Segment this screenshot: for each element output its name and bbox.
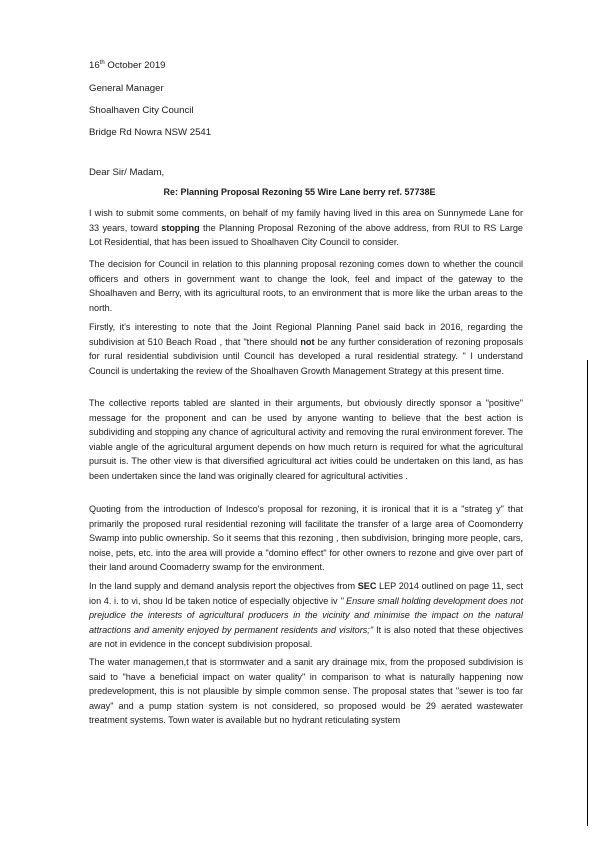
p6-text-e: It is also noted that these objectives are not in evidence in the concept subdivision proposal. <box>89 624 523 650</box>
margin-rule <box>587 360 588 826</box>
date-day: 16 <box>89 60 100 71</box>
p3-emphasis: not <box>300 336 315 347</box>
p1-text-a: I wish to submit some comments, on behalf of my family having lived in this area on Sunnymede Lane for 33 years, toward <box>89 208 523 233</box>
p1-emphasis: stopping <box>161 222 200 233</box>
p1-text-c: the Planning Proposal Rezoning of the above address, from RUI to RS Large Lot Residential, that has been issued to Shoalhaven City Council to consider. <box>89 222 523 248</box>
paragraph-5: Quoting from the introduction of Indesco's proposal for rezoning, it is ironical that it is a "strateg y" that primarily the proposed rural residential rezoning will facilitate the transfer of a large area of Coomonderry Swamp into public ownership. So it seems that this rezoning , then subdivision, bringing more people, cars, noise, pets, etc. into the area will provide a "domino effect" for other owners to rezone and give over part of their land around Coomaderry swamp for the environment. <box>89 504 523 573</box>
p6-text-c: LEP 2014 outlined on page 11, sect ion 4. i. to vi, shou ld be taken notice of especially objective iv <box>89 581 523 606</box>
subject-line: Re: Planning Proposal Rezoning 55 Wire Lane berry ref. 57738E <box>163 187 436 197</box>
paragraph-1 <box>89 206 523 250</box>
recipient-address: Bridge Rd Nowra NSW 2541 <box>89 127 212 138</box>
p6-sec: SEC <box>357 581 377 591</box>
paragraph-4: The collective reports tabled are slanted in their arguments, but obviously directly sponsor a "positive" message for the proponent and can be used by anyone wanting to believe that the best action is subdividing and stopping any chance of agricultural activity and removing the rural environment forever. The viable angle of the agricultural argument depends on how much return is required for what the agricultural pursuit is. The other view is that diversified agricultural act ivities could be undertaken on this land, as has been undertaken since the land was originally cleared for agricultural activities . <box>89 398 523 481</box>
p3-text-a: Firstly, it's interesting to note that the Joint Regional Planning Panel said back in 2016, regarding the subdivision at 510 Beach Road , that "there should <box>89 322 523 347</box>
paragraph-2: The decision for Council in relation to this planning proposal rezoning comes down to whether the council officers and others in government want to change the look, feel and impact of the gateway to the Shoalhaven and Berry, with its agricultural roots, to an environment that is more like the urban areas to the north. <box>89 259 523 313</box>
paragraph-6 <box>89 579 523 652</box>
paragraph-3 <box>89 320 523 378</box>
date-suffix: th <box>99 60 105 66</box>
p6-quote: " Ensure small holding development does not prejudice the interests of agricultural producers in the vicinity and minimise the impact on the natural attractions and amenity enjoyed by permanent residents and visitors;" <box>89 595 523 635</box>
recipient-org: Shoalhaven City Council <box>89 105 194 116</box>
paragraph-7: The water managemen,t that is stormwater and a sanit ary drainage mix, from the proposed subdivision is said to "have a beneficial impact on water quality" in comparison to what is naturally happening now predevelopment, this is not plausible by simple common sense. The proposal states that "sewer is too far away" and a pump station system is not considered, so proposed would be 29 aerated wastewater treatment systems. Town water is available but no hydrant reticulating system <box>89 657 523 726</box>
salutation: Dear Sir/ Madam, <box>89 167 165 178</box>
p6-text-a: In the land supply and demand analysis report the objectives from <box>89 581 358 591</box>
recipient-title: General Manager <box>89 83 164 94</box>
date-rest: October 2019 <box>104 60 166 71</box>
letter-date <box>89 60 166 71</box>
p3-text-c: be any further consideration of rezoning proposals for rural residential subdivision until Council has developed a rural residential strategy. " I understand Council is undertaking the review of the Shoalhaven Growth Management Strategy at this present time. <box>89 336 523 376</box>
